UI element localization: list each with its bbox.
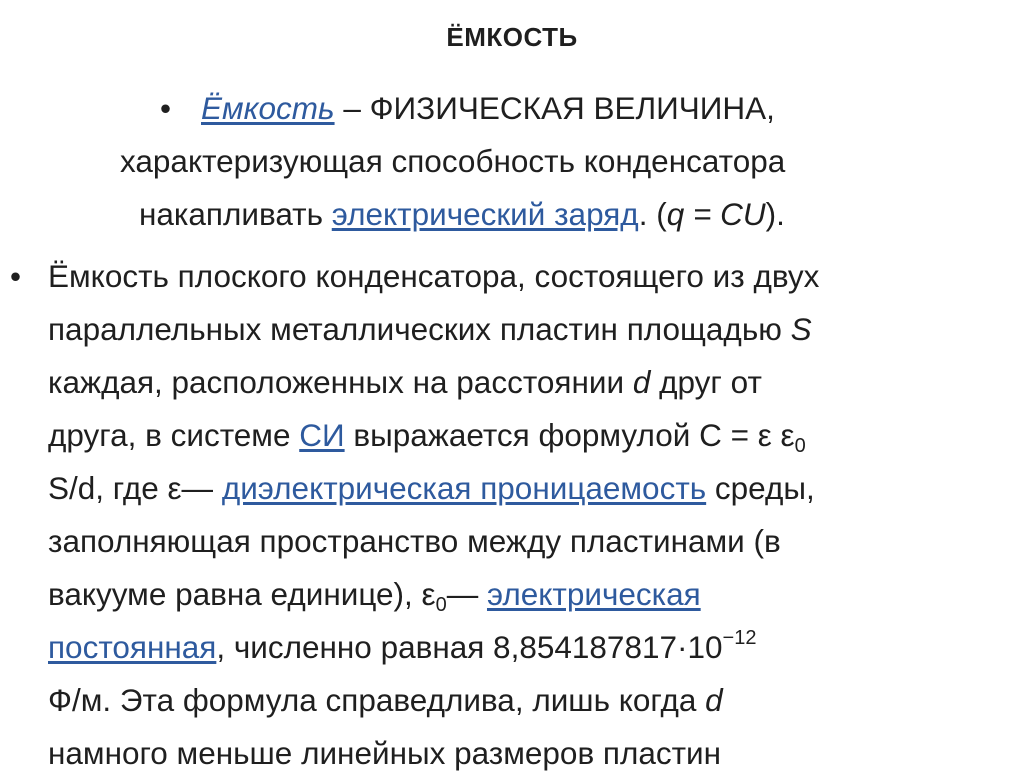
bullet-icon: •: [10, 258, 22, 294]
bullet1-line1: Ёмкость – ФИЗИЧЕСКАЯ ВЕЛИЧИНА,: [201, 90, 775, 126]
bullet2-line1: Ёмкость плоского конденсатора, состоящего из двух: [48, 258, 820, 294]
bullet2-line5: S/d, где ε— диэлектрическая проницаемость среды,: [48, 470, 815, 506]
bullet2-line9: Ф/м. Эта формула справедлива, лишь когда d: [48, 682, 723, 718]
link-electric-constant[interactable]: электрическая: [486, 576, 701, 612]
bullet-icon: •: [160, 90, 172, 126]
link-electric-charge[interactable]: электрический заряд: [331, 196, 639, 232]
bullet1-line3: накапливать электрический заряд. (q = CU).: [139, 196, 785, 232]
bullet2-line7: вакууме равна единице), $\varepsilon_0—$ электрическая: [48, 576, 701, 616]
bullet1-line2: характеризующая способность конденсатора: [120, 143, 786, 179]
bullet2-line10: намного меньше линейных размеров пластин: [48, 735, 722, 771]
bullet2-line3: каждая, расположенных на расстоянии d друг от: [48, 364, 762, 400]
bullet2-line6: заполняющая пространство между пластинами (в: [48, 523, 781, 559]
link-dielectric-permittivity[interactable]: диэлектрическая проницаемость: [221, 470, 707, 506]
formula-q-cu: q = CU: [666, 196, 766, 232]
bullet2-line2: параллельных металлических пластин площадью S: [48, 311, 812, 347]
link-capacitance[interactable]: Ёмкость: [201, 90, 335, 126]
link-electric-constant-cont[interactable]: постоянная: [48, 629, 217, 665]
bullet2-line8: постоянная, численно равная $8,854187817\cdot 10^{-12}$: [48, 627, 757, 665]
link-si[interactable]: СИ: [299, 417, 345, 453]
bullet2-line4: друга, в системе СИ выражается формулой С = ε $\varepsilon_0$: [48, 417, 806, 457]
slide-title: ЁМКОСТЬ: [446, 22, 578, 52]
